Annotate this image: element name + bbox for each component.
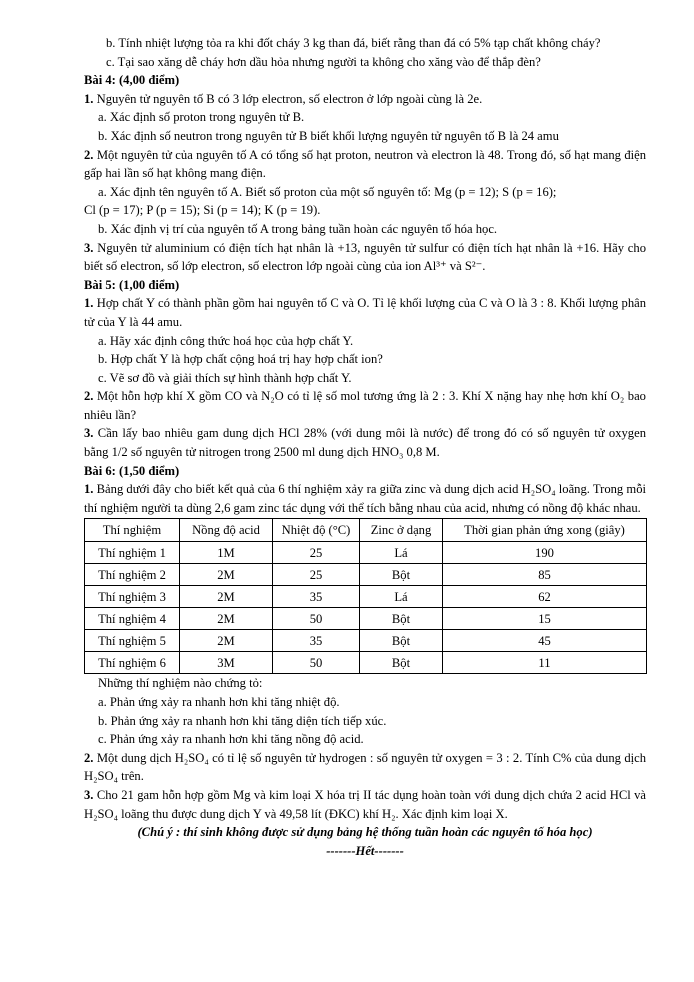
bai4-q2-a-cont: Cl (p = 17); P (p = 15); Si (p = 14); K (p = 19). — [84, 203, 321, 218]
exam-note: (Chú ý : thí sinh không được sử dụng bảng hệ thống tuần hoàn các nguyên tố hóa học) — [137, 825, 593, 840]
col-header: Nhiệt độ (°C) — [273, 519, 360, 542]
bai5-heading: Bài 5: (1,00 điểm) — [84, 277, 180, 292]
table-row — [85, 652, 647, 674]
q-number: 1. — [84, 296, 94, 311]
bai5-q1 — [84, 294, 646, 331]
q-number: 2. — [84, 389, 94, 404]
table-cell: Thí nghiệm 3 — [85, 586, 180, 608]
bai5-q1-b: b. Hợp chất Y là hợp chất cộng hoá trị hay hợp chất ion? — [98, 352, 383, 367]
table-cell: 3M — [180, 652, 273, 674]
bai4-heading: Bài 4: (4,00 điểm) — [84, 73, 180, 88]
table-cell: 25 — [273, 564, 360, 586]
table-cell: 11 — [443, 652, 647, 674]
bai4-q2-b: b. Xác định vị trí của nguyên tố A trong bảng tuần hoàn các nguyên tố hóa học. — [98, 221, 498, 236]
bai6-q1-a: a. Phản ứng xảy ra nhanh hơn khi tăng nhiệt độ. — [98, 695, 340, 710]
table-cell: Bột — [360, 564, 443, 586]
q-number: 3. — [84, 240, 94, 255]
table-header-row — [85, 519, 647, 542]
table-cell: 2M — [180, 630, 273, 652]
table-cell: 2M — [180, 564, 273, 586]
table-cell: 35 — [273, 586, 360, 608]
table-cell: Thí nghiệm 1 — [85, 542, 180, 564]
bai4-q1 — [84, 90, 646, 109]
bai5-q1-a: a. Hãy xác định công thức hoá học của hợp chất Y. — [98, 333, 354, 348]
table-cell: Thí nghiệm 2 — [85, 564, 180, 586]
bai5-q3 — [84, 424, 646, 461]
col-header: Thí nghiệm — [85, 519, 180, 542]
table-cell: 35 — [273, 630, 360, 652]
bai6-heading: Bài 6: (1,50 điểm) — [84, 463, 180, 478]
exam-page — [84, 34, 646, 860]
bai3-part-b: b. Tính nhiệt lượng tỏa ra khi đốt cháy 3 kg than đá, biết rằng than đá có 5% tạp chất không cháy? — [106, 36, 601, 50]
q-number: 2. — [84, 750, 94, 765]
table-cell: 190 — [443, 542, 647, 564]
q-text: Một nguyên tử của nguyên tố A có tổng số hạt proton, neutron và electron là 48. Trong đó, số hạt mang điện gấp hai lần số hạt không mang điện. — [84, 147, 646, 181]
table-row — [85, 608, 647, 630]
q-text: Nguyên tử aluminium có điện tích hạt nhân là +13, nguyên tử sulfur có điện tích hạt nhân là +16. Hãy cho biết số electron, số lớp electron, số electron lớp ngoài cùng của ion Al³⁺ và S²⁻. — [84, 240, 646, 274]
q-text: Hợp chất Y có thành phần gồm hai nguyên tố C và O. Tỉ lệ khối lượng của C và O là 3 : 8. Khối lượng phân tử của Y là 44 amu. — [84, 296, 646, 329]
table-cell: Lá — [360, 586, 443, 608]
table-cell: 50 — [273, 608, 360, 630]
col-header: Thời gian phản ứng xong (giây) — [443, 519, 647, 542]
table-cell: Thí nghiệm 5 — [85, 630, 180, 652]
table-cell: 15 — [443, 608, 647, 630]
q-text: Cho 21 gam hỗn hợp gồm Mg và kim loại X hóa trị II tác dụng hoàn toàn với dung dịch chứa 2 acid HCl và H₂SO₄ loãng thu được dung dịch Y và 49,58 lít (ĐKC) khí H₂. Xác định kim loại X. — [84, 788, 646, 821]
bai4-q1-b: b. Xác định số neutron trong nguyên tử B biết khối lượng nguyên tử nguyên tố B là 24 amu — [98, 128, 559, 143]
experiment-table — [84, 518, 647, 674]
bai4-q3 — [84, 239, 646, 276]
table-cell: 50 — [273, 652, 360, 674]
q-number: 3. — [84, 788, 94, 802]
q-number: 3. — [84, 426, 94, 441]
table-cell: 25 — [273, 542, 360, 564]
bai6-q2 — [84, 749, 646, 786]
q-number: 1. — [84, 482, 94, 497]
bai6-q1-c: c. Phản ứng xảy ra nhanh hơn khi tăng nồng độ acid. — [98, 732, 364, 747]
table-cell: 45 — [443, 630, 647, 652]
table-cell: Bột — [360, 608, 443, 630]
table-cell: 85 — [443, 564, 647, 586]
end-marker: -------Hết------- — [326, 843, 404, 858]
bai6-q1-intro: Những thí nghiệm nào chứng tỏ: — [98, 676, 263, 691]
q-text: Bảng dưới đây cho biết kết quả của 6 thí nghiệm xảy ra giữa zinc và dung dịch acid H₂SO₄ loãng. Trong mỗi thí nghiệm người ta dùng 2,6 gam zinc tác dụng với thể tích bằng nhau của acid, nhưng có nồng độ khác nhau. — [84, 482, 647, 515]
bai6-q1 — [84, 480, 646, 517]
table-cell: Thí nghiệm 4 — [85, 608, 180, 630]
q-text: Một hỗn hợp khí X gồm CO và N₂O có tỉ lệ số mol tương ứng là 2 : 3. Khí X nặng hay nhẹ hơn khí O₂ bao nhiêu lần? — [84, 389, 646, 422]
table-cell: 2M — [180, 586, 273, 608]
q-text: Nguyên tử nguyên tố B có 3 lớp electron, số electron ở lớp ngoài cùng là 2e. — [96, 91, 483, 106]
bai3-part-c: c. Tại sao xăng dễ cháy hơn dầu hỏa nhưng người ta không cho xăng vào để thắp đèn? — [106, 54, 541, 69]
table-cell: 62 — [443, 586, 647, 608]
table-row — [85, 542, 647, 564]
table-cell: 1M — [180, 542, 273, 564]
table-row — [85, 586, 647, 608]
bai5-q2 — [84, 387, 646, 424]
bai4-q1-a: a. Xác định số proton trong nguyên tử B. — [98, 110, 305, 125]
bai5-q1-c: c. Vẽ sơ đồ và giải thích sự hình thành hợp chất Y. — [98, 370, 352, 385]
table-cell: Bột — [360, 652, 443, 674]
q-number: 2. — [84, 147, 94, 162]
table-cell: Thí nghiệm 6 — [85, 652, 180, 674]
table-row — [85, 564, 647, 586]
table-row — [85, 630, 647, 652]
bai4-q2-a: a. Xác định tên nguyên tố A. Biết số proton của một số nguyên tố: Mg (p = 12); S (p = 16); — [98, 184, 557, 199]
bai6-q3 — [84, 786, 646, 823]
q-text: Một dung dịch H₂SO₄ có tỉ lệ số nguyên tử hydrogen : số nguyên tử oxygen = 3 : 2. Tính C% của dung dịch H₂SO₄ trên. — [84, 750, 646, 784]
q-number: 1. — [84, 91, 94, 106]
bai4-q2 — [84, 146, 646, 183]
table-cell: Bột — [360, 630, 443, 652]
table-cell: 2M — [180, 608, 273, 630]
q-text: Cần lấy bao nhiêu gam dung dịch HCl 28% (với dung môi là nước) để trong đó có số nguyên tử oxygen bằng 1/2 số nguyên tử nitrogen trong 2500 ml dung dịch HNO₃ 0,8 M. — [84, 426, 646, 460]
col-header: Nồng độ acid — [180, 519, 273, 542]
bai6-q1-b: b. Phản ứng xảy ra nhanh hơn khi tăng diện tích tiếp xúc. — [98, 713, 387, 728]
table-cell: Lá — [360, 542, 443, 564]
col-header: Zinc ở dạng — [360, 519, 443, 542]
